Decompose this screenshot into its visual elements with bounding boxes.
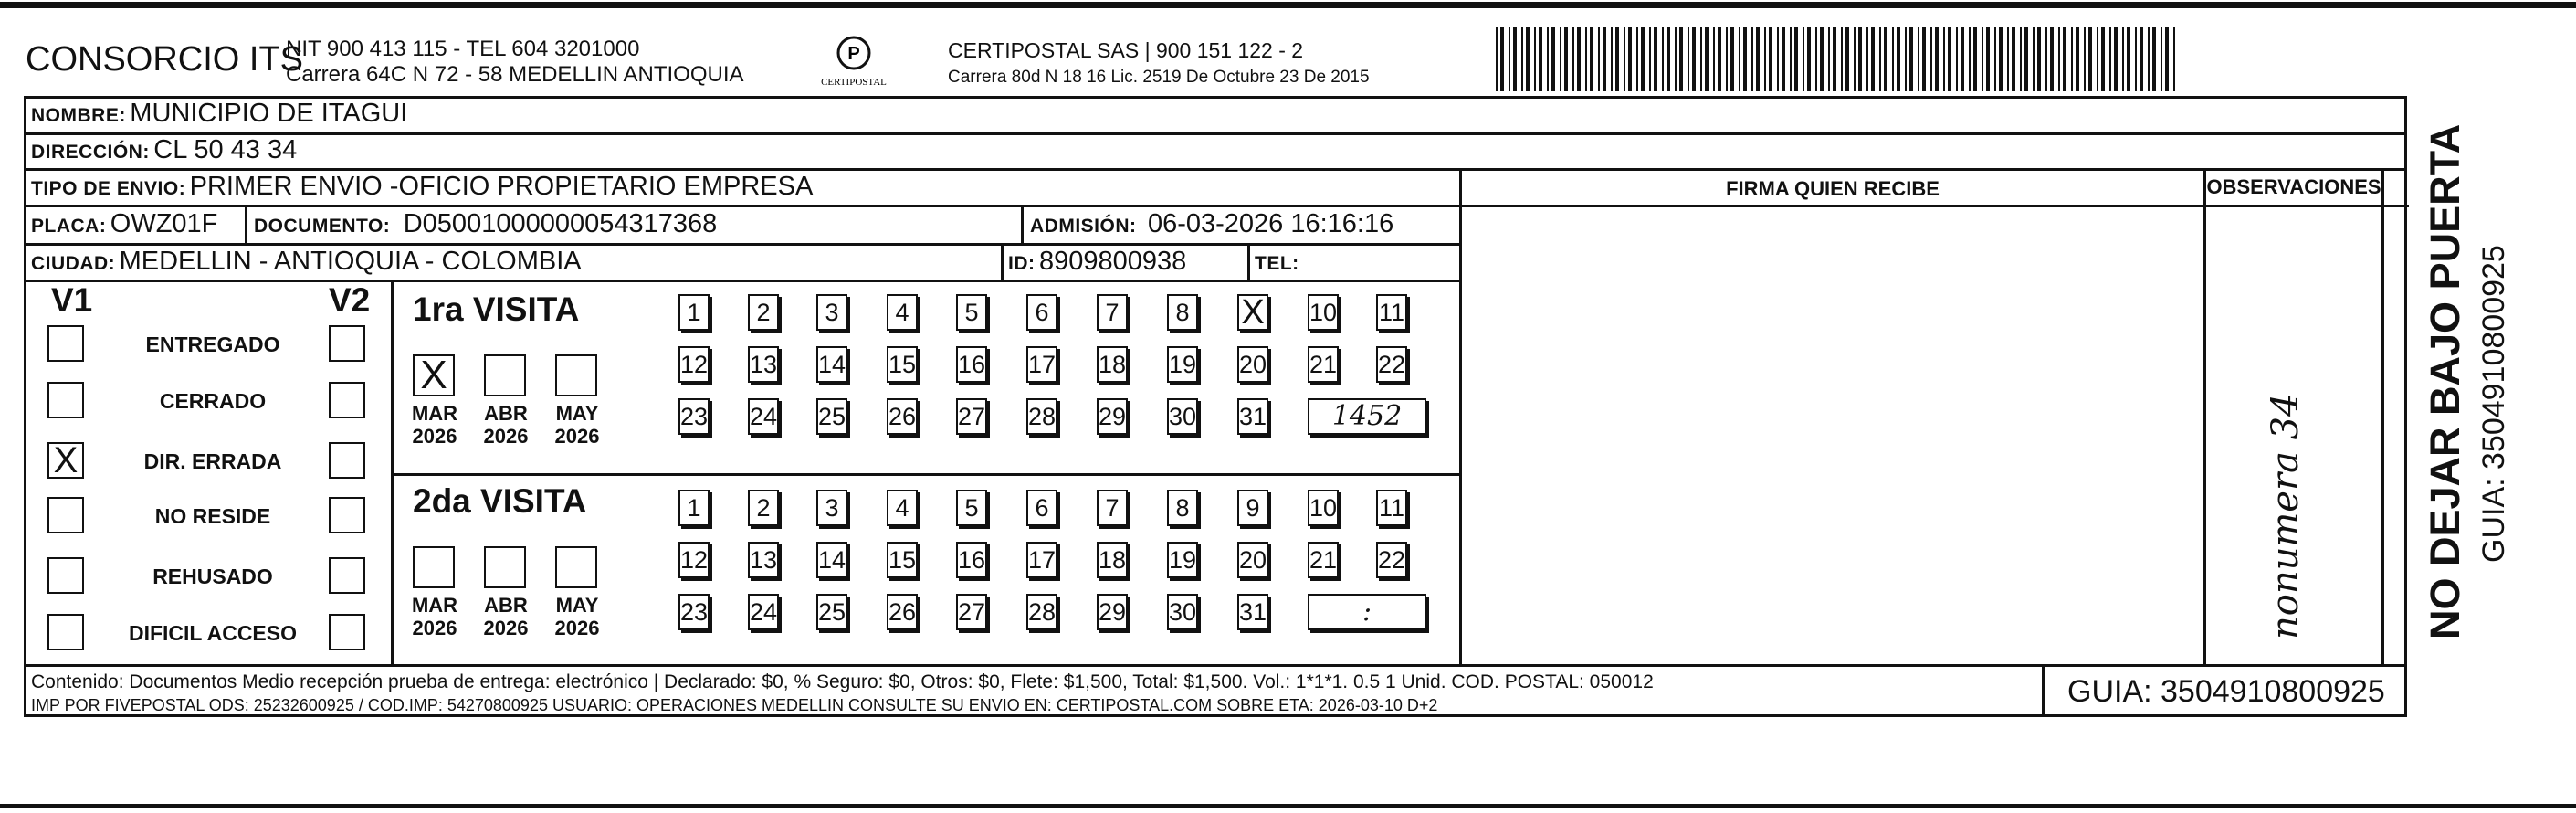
city-value: MEDELLIN - ANTIOQUIA - COLOMBIA: [119, 247, 582, 276]
barcode-bar: [1986, 27, 1990, 91]
status-v2-checkbox[interactable]: [329, 442, 365, 479]
status-v1-checkbox[interactable]: [47, 325, 84, 362]
barcode-bar: [1513, 27, 1517, 91]
visit1-day-13[interactable]: 13: [748, 346, 779, 383]
visit1-day-20[interactable]: 20: [1237, 346, 1268, 383]
barcode-bar: [1790, 27, 1792, 91]
barcode-bar: [1649, 27, 1651, 91]
barcode-bar: [1897, 27, 1900, 91]
barcode-bar: [1943, 27, 1945, 91]
visit1-time[interactable]: 1452: [1308, 398, 1426, 435]
footer-divider: [24, 664, 2407, 667]
barcode-bar: [1841, 27, 1843, 91]
observations-header: OBSERVACIONES: [2206, 175, 2381, 198]
barcode-bar: [1743, 27, 1747, 91]
barcode-bar: [1973, 27, 1977, 91]
visit1-day-11[interactable]: 11: [1376, 294, 1407, 331]
barcode-bar: [1585, 27, 1587, 91]
barcode-bar: [1930, 27, 1932, 91]
logo-text: CERTIPOSTAL: [821, 77, 887, 88]
barcode-bar: [1509, 27, 1510, 91]
barcode-bar: [2024, 27, 2028, 91]
row-divider: [24, 205, 1459, 207]
barcode-bar: [1679, 27, 1683, 91]
signature-divider: [1459, 168, 1462, 666]
status-v2-checkbox[interactable]: [329, 325, 365, 362]
visit2-day-2[interactable]: 2: [748, 490, 779, 526]
v2-header: V2: [329, 281, 371, 319]
month-name: ABR: [484, 402, 528, 425]
visit1-day-8[interactable]: 8: [1167, 294, 1198, 331]
barcode-bar: [1560, 27, 1561, 91]
barcode-bar: [1854, 27, 1856, 91]
company-address: Carrera 64C N 72 - 58 MEDELLIN ANTIOQUIA: [286, 62, 744, 87]
id-value: 8909800938: [1038, 247, 1187, 276]
visit1-day-10[interactable]: 10: [1308, 294, 1339, 331]
barcode-bar: [1961, 27, 1964, 91]
barcode-bar: [1615, 27, 1619, 91]
plate-field: [31, 209, 217, 239]
barcode-bar: [1777, 27, 1779, 91]
visit2-day-21[interactable]: 21: [1308, 542, 1339, 578]
barcode-bar: [1611, 27, 1613, 91]
courier-info: [948, 37, 1370, 91]
month-name: MAY: [555, 594, 599, 617]
visit1-day-31[interactable]: 31: [1237, 398, 1268, 435]
barcode-bar: [1866, 27, 1868, 91]
barcode-bar: [2140, 27, 2143, 91]
visit1-day-4[interactable]: 4: [887, 294, 918, 331]
barcode-bar: [1713, 27, 1715, 91]
visit1-day-25[interactable]: 25: [816, 398, 847, 435]
visit2-day-10[interactable]: 10: [1308, 490, 1339, 526]
admission-value: 06-03-2026 16:16:16: [1147, 209, 1394, 238]
visit2-month-label: [550, 594, 605, 639]
visit1-day-22[interactable]: 22: [1376, 346, 1407, 383]
barcode-bar: [1858, 27, 1862, 91]
visit2-day-14[interactable]: 14: [816, 542, 847, 578]
barcode-bar: [1692, 27, 1696, 91]
shipment-label: TIPO DE ENVIO:: [31, 178, 186, 199]
shipment-value: PRIMER ENVIO -OFICIO PROPIETARIO EMPRESA: [189, 172, 814, 201]
visit2-day-22[interactable]: 22: [1376, 542, 1407, 578]
status-label: DIR. ERRADA: [143, 449, 282, 473]
barcode-bar: [2161, 27, 2162, 91]
footer-content: Contenido: Documentos Medio recepción prueba de entrega: electrónico | Declarado: $0, % Seguro: $0, Otros: $0, Flete: $1,500, Total: $1,500. Vol.: 1*1*1. 0.5 1 Unid. COD. POSTAL: 050012: [31, 671, 1654, 692]
barcode-bar: [1534, 27, 1536, 91]
barcode-bar: [2071, 27, 2073, 91]
barcode-bar: [1539, 27, 1542, 91]
name-label: NOMBRE:: [31, 105, 126, 126]
visit2-day-6[interactable]: 6: [1026, 490, 1057, 526]
barcode-bar: [1572, 27, 1574, 91]
company-info: [286, 37, 744, 88]
visit1-day-26[interactable]: 26: [887, 398, 918, 435]
status-v2-checkbox[interactable]: [329, 557, 365, 594]
barcode-bar: [2152, 27, 2156, 91]
side-guia: GUIA: 3504910800925: [2476, 245, 2511, 563]
visit2-day-24[interactable]: 24: [748, 594, 779, 630]
col-divider: [1001, 243, 1004, 281]
status-label: ENTREGADO: [145, 333, 280, 356]
courier-line: CERTIPOSTAL SAS | 900 151 122 - 2: [948, 38, 1304, 62]
footer-col-divider: [2042, 664, 2045, 717]
status-divider: [391, 280, 394, 666]
barcode-bar: [1884, 27, 1887, 91]
document-value: D05001000000054317368: [403, 209, 718, 238]
visit2-day-23[interactable]: 23: [678, 594, 710, 630]
visit1-day-21[interactable]: 21: [1308, 346, 1339, 383]
signature-header: FIRMA QUIEN RECIBE: [1726, 177, 1940, 200]
visit2-title: 2da VISITA: [413, 482, 587, 520]
visit2-month-label: [478, 594, 533, 639]
visit2-day-18[interactable]: 18: [1097, 542, 1128, 578]
barcode-bar: [2088, 27, 2092, 91]
barcode-bar: [2127, 27, 2130, 91]
month-name: MAY: [555, 402, 599, 425]
barcode-bar: [1726, 27, 1728, 91]
barcode-bar: [2012, 27, 2015, 91]
visit1-day-7[interactable]: 7: [1097, 294, 1128, 331]
status-label: NO RESIDE: [154, 504, 271, 528]
barcode-bar: [1751, 27, 1753, 91]
visit2-day-1[interactable]: 1: [678, 490, 710, 526]
barcode-bar: [1688, 27, 1689, 91]
observations-divider: [2203, 168, 2206, 666]
barcode-bar: [2097, 27, 2098, 91]
barcode-bar: [1756, 27, 1760, 91]
barcode-bar: [1624, 27, 1625, 91]
row-divider: [24, 168, 2407, 171]
barcode-bar: [1739, 27, 1740, 91]
visit2-day-19[interactable]: 19: [1167, 542, 1198, 578]
status-v2-checkbox[interactable]: [329, 614, 365, 650]
plate-value: OWZ01F: [110, 209, 218, 238]
barcode-bar: [1675, 27, 1677, 91]
visit2-day-25[interactable]: 25: [816, 594, 847, 630]
barcode-bar: [1769, 27, 1772, 91]
barcode-bar: [1922, 27, 1926, 91]
company-name: CONSORCIO ITS: [26, 40, 304, 79]
month-year: 2026: [483, 617, 529, 639]
month-name: MAR: [411, 594, 458, 617]
visit2-day-28[interactable]: 28: [1026, 594, 1057, 630]
barcode-bar: [1496, 27, 1498, 91]
visit-divider: [391, 473, 1459, 476]
barcode-bar: [1521, 27, 1523, 91]
barcode-bar: [1782, 27, 1785, 91]
city-field: [31, 247, 582, 277]
address-field: [31, 135, 297, 165]
barcode-bar: [1730, 27, 1734, 91]
top-border: [0, 2, 2576, 8]
barcode-bar: [2076, 27, 2079, 91]
shipment-field: [31, 172, 813, 202]
month-year: 2026: [483, 425, 529, 448]
visit2-time[interactable]: :: [1308, 594, 1426, 630]
visit2-day-8[interactable]: 8: [1167, 490, 1198, 526]
barcode-bar: [2148, 27, 2150, 91]
status-label: CERRADO: [159, 389, 267, 413]
barcode-bar: [2045, 27, 2047, 91]
barcode-bar: [2007, 27, 2009, 91]
visit1-month-checkbox[interactable]: X: [413, 354, 455, 396]
visit1-day-14[interactable]: 14: [816, 346, 847, 383]
col-divider: [245, 205, 247, 245]
barcode-bar: [2101, 27, 2105, 91]
barcode-bar: [1879, 27, 1881, 91]
barcode-bar: [1803, 27, 1804, 91]
row-divider: [24, 243, 1459, 246]
visit1-day-19[interactable]: 19: [1167, 346, 1198, 383]
city-label: CIUDAD:: [31, 253, 116, 274]
barcode-bar: [1956, 27, 1958, 91]
row-divider: [24, 280, 1459, 282]
admission-label: ADMISIÓN:: [1030, 216, 1137, 237]
barcode-bar: [2109, 27, 2111, 91]
id-field: [1008, 247, 1186, 277]
visit2-day-7[interactable]: 7: [1097, 490, 1128, 526]
visit1-month-label: [550, 402, 605, 448]
visit1-day-17[interactable]: 17: [1026, 346, 1057, 383]
visit2-month-checkbox[interactable]: [484, 546, 526, 588]
barcode-bar: [1905, 27, 1907, 91]
name-field: [31, 99, 407, 129]
visit2-day-20[interactable]: 20: [1237, 542, 1268, 578]
visit1-day-2[interactable]: 2: [748, 294, 779, 331]
barcode-bar: [2122, 27, 2124, 91]
barcode-bar: [1807, 27, 1811, 91]
barcode-bar: [1500, 27, 1504, 91]
visit2-month-checkbox[interactable]: [413, 546, 455, 588]
address-label: DIRECCIÓN:: [31, 142, 150, 163]
barcode-bar: [1636, 27, 1638, 91]
barcode-bar: [1628, 27, 1632, 91]
barcode-bar: [1564, 27, 1568, 91]
status-v1-checkbox[interactable]: X: [47, 442, 84, 479]
visit1-day-24[interactable]: 24: [748, 398, 779, 435]
barcode-bar: [1918, 27, 1919, 91]
status-label: REHUSADO: [152, 565, 273, 588]
visit1-month-checkbox[interactable]: [484, 354, 526, 396]
col-divider: [1021, 205, 1024, 245]
visit2-day-31[interactable]: 31: [1237, 594, 1268, 630]
status-label: DIFICIL ACCESO: [128, 621, 297, 645]
barcode-bar: [1662, 27, 1664, 91]
v1-header: V1: [51, 281, 93, 319]
barcode-bar: [2063, 27, 2066, 91]
barcode-bar: [2173, 27, 2175, 91]
barcode-bar: [1547, 27, 1549, 91]
visit2-day-9[interactable]: 9: [1237, 490, 1268, 526]
footer-print-info: IMP POR FIVEPOSTAL ODS: 25232600925 / COD.IMP: 54270800925 USUARIO: OPERACIONES MEDELLIN CONSULTE SU ENVIO EN: CERTIPOSTAL.COM SOBRE ETA: 2026-03-10 D+2: [31, 696, 1438, 714]
visit1-day-16[interactable]: 16: [956, 346, 987, 383]
barcode-bar: [1603, 27, 1606, 91]
barcode-bar: [2165, 27, 2169, 91]
status-v1-checkbox[interactable]: [47, 382, 84, 418]
visit1-day-15[interactable]: 15: [887, 346, 918, 383]
barcode-bar: [2084, 27, 2086, 91]
barcode-bar: [1700, 27, 1702, 91]
barcode-bar: [1705, 27, 1709, 91]
tel-label: TEL:: [1255, 253, 1299, 274]
visit2-day-11[interactable]: 11: [1376, 490, 1407, 526]
visit1-day-30[interactable]: 30: [1167, 398, 1198, 435]
visit1-day-9[interactable]: X: [1237, 294, 1268, 331]
visit2-day-17[interactable]: 17: [1026, 542, 1057, 578]
visit1-day-28[interactable]: 28: [1026, 398, 1057, 435]
barcode-bar: [1994, 27, 1996, 91]
barcode-bar: [1892, 27, 1894, 91]
visit2-day-12[interactable]: 12: [678, 542, 710, 578]
barcode-bar: [2058, 27, 2060, 91]
visit2-day-27[interactable]: 27: [956, 594, 987, 630]
visit1-day-29[interactable]: 29: [1097, 398, 1128, 435]
bottom-border: [0, 804, 2576, 808]
row-divider: [1459, 205, 2409, 207]
visit2-month-checkbox[interactable]: [555, 546, 597, 588]
barcode-bar: [2135, 27, 2137, 91]
barcode-bar: [1845, 27, 1849, 91]
visit2-month-label: [407, 594, 462, 639]
svg-text:P: P: [847, 44, 860, 64]
row-divider: [24, 132, 2407, 135]
barcode-bar: [1598, 27, 1600, 91]
document-label: DOCUMENTO:: [254, 216, 391, 237]
barcode-bar: [1764, 27, 1766, 91]
status-v2-checkbox[interactable]: [329, 497, 365, 533]
barcode-bar: [2037, 27, 2041, 91]
barcode-bar: [1551, 27, 1555, 91]
month-year: 2026: [412, 617, 457, 639]
month-name: MAR: [411, 402, 458, 425]
month-year: 2026: [554, 617, 600, 639]
status-v1-checkbox[interactable]: [47, 614, 84, 650]
visit2-day-29[interactable]: 29: [1097, 594, 1128, 630]
barcode-bar: [1526, 27, 1530, 91]
visit1-day-6[interactable]: 6: [1026, 294, 1057, 331]
document-field: [254, 209, 717, 239]
barcode-bar: [1935, 27, 1939, 91]
barcode-bar: [1641, 27, 1645, 91]
barcode-bar: [1948, 27, 1951, 91]
barcode-bar: [1982, 27, 1983, 91]
visit1-day-27[interactable]: 27: [956, 398, 987, 435]
barcode-bar: [1969, 27, 1971, 91]
visit2-day-16[interactable]: 16: [956, 542, 987, 578]
visit1-day-3[interactable]: 3: [816, 294, 847, 331]
visit2-day-4[interactable]: 4: [887, 490, 918, 526]
visit1-day-23[interactable]: 23: [678, 398, 710, 435]
barcode-bar: [1999, 27, 2003, 91]
visit2-day-26[interactable]: 26: [887, 594, 918, 630]
status-v1-checkbox[interactable]: [47, 497, 84, 533]
col-divider: [1247, 243, 1250, 281]
guia-number: GUIA: 3504910800925: [2067, 674, 2385, 709]
barcode-bar: [1828, 27, 1830, 91]
admission-field: [1030, 209, 1393, 239]
barcode-bar: [1577, 27, 1581, 91]
barcode-bar: [1815, 27, 1817, 91]
visit2-day-3[interactable]: 3: [816, 490, 847, 526]
barcode-bar: [2050, 27, 2054, 91]
barcode-bar: [1718, 27, 1721, 91]
visit2-day-13[interactable]: 13: [748, 542, 779, 578]
barcode-bar: [1820, 27, 1824, 91]
id-label: ID:: [1008, 253, 1036, 274]
barcode-bar: [1909, 27, 1913, 91]
side-warning: NO DEJAR BAJO PUERTA: [2422, 123, 2468, 639]
barcode-bar: [1833, 27, 1836, 91]
courier-address: Carrera 80d N 18 16 Lic. 2519 De Octubre 23 De 2015: [948, 68, 1370, 87]
visit1-day-5[interactable]: 5: [956, 294, 987, 331]
visit2-day-15[interactable]: 15: [887, 542, 918, 578]
visit1-day-12[interactable]: 12: [678, 346, 710, 383]
visit2-day-30[interactable]: 30: [1167, 594, 1198, 630]
plate-label: PLACA:: [31, 216, 107, 237]
certipostal-logo: [815, 33, 893, 97]
month-name: ABR: [484, 594, 528, 617]
address-value: CL 50 43 34: [153, 135, 298, 164]
name-value: MUNICIPIO DE ITAGUI: [130, 99, 408, 128]
barcode: [1496, 27, 2181, 91]
barcode-bar: [1654, 27, 1657, 91]
barcode-bar: [2033, 27, 2035, 91]
observation-note: nonumera 34: [2265, 393, 2307, 639]
visit1-month-checkbox[interactable]: [555, 354, 597, 396]
visit1-month-label: [407, 402, 462, 448]
status-v2-checkbox[interactable]: [329, 382, 365, 418]
barcode-bar: [1590, 27, 1593, 91]
right-divider: [2381, 168, 2384, 666]
barcode-bar: [1871, 27, 1875, 91]
barcode-bar: [2114, 27, 2118, 91]
nit-line: NIT 900 413 115 - TEL 604 3201000: [286, 37, 640, 61]
visit1-day-18[interactable]: 18: [1097, 346, 1128, 383]
visit2-day-5[interactable]: 5: [956, 490, 987, 526]
barcode-bar: [2020, 27, 2022, 91]
visit1-month-label: [478, 402, 533, 448]
visit1-day-1[interactable]: 1: [678, 294, 710, 331]
month-year: 2026: [412, 425, 457, 448]
visit1-title: 1ra VISITA: [413, 290, 580, 328]
barcode-bar: [1794, 27, 1798, 91]
barcode-bar: [1667, 27, 1670, 91]
month-year: 2026: [554, 425, 600, 448]
tel-field: [1255, 247, 1299, 277]
status-v1-checkbox[interactable]: [47, 557, 84, 594]
